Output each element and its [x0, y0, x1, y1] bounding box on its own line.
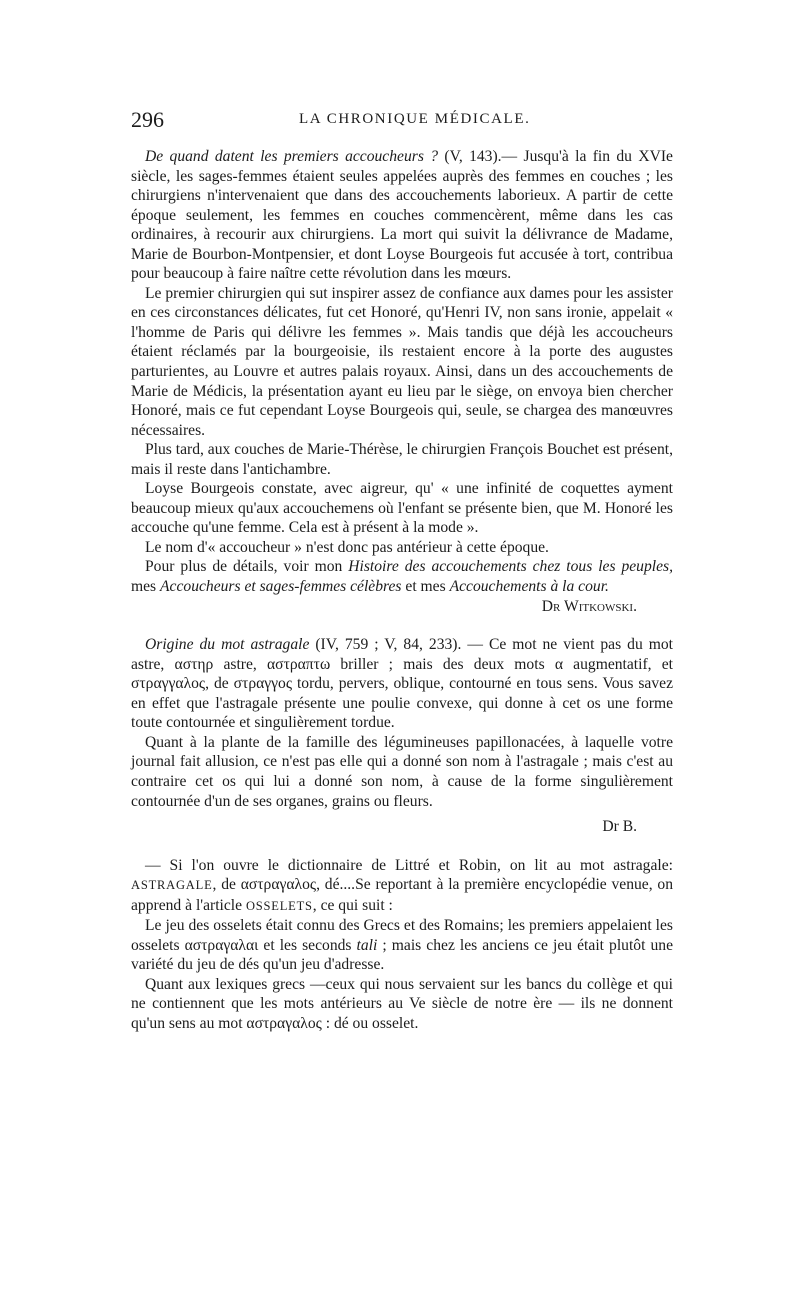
- paragraph: Le premier chirurgien qui sut inspirer assez de confiance aux dames pour les assister en ces circonstances délicates, fut cet Honoré, qu'Henri IV, non sans ironie, appelait « l'homme de Paris qui délivre les femmes ». Mais tandis que déjà les accoucheurs étaient réclamés par la bourgeoisie, ils restaient encore à la porte des augustes parturientes, au Louvre et autres palais royaux. Ainsi, dans un des accouchements de Marie de Médicis, la présentation ayant eu lieu par le siège, on envoya bien chercher Honoré, mais ce fut cependant Loyse Bourgeois qui, seule, se chargea des manœuvres nécessaires.: [131, 284, 673, 439]
- text-run: , ce qui suit :: [312, 896, 393, 914]
- paragraph-text: Jusqu'à la fin du XVIe siècle, les sages-femmes étaient seules appelées auprès des femmes en couches ; les chirurgiens n'intervenaient que dans des accouchements laborieux. A partir de cette époque seulement, les femmes en couches commencèrent, même dans les cas ordinaires, à recourir aux chirurgiens. La mort qui suivit la délivrance de Madame, Marie de Bourbon-Montpensier, et dont Loyse Bourgeois fut accusée à tort, contribua pour beaucoup à faire naître cette révolution dans les mœurs.: [131, 148, 673, 283]
- page-header: [131, 107, 673, 133]
- text-run: mes: [131, 578, 161, 596]
- signature-text: Dr Witkowski.: [541, 597, 637, 615]
- article-reference: (V, 143).—: [438, 148, 524, 165]
- book-title: Histoire des accouchements chez tous les peuples,: [348, 558, 673, 576]
- article-title: Origine du mot astragale: [145, 636, 310, 654]
- article-astragale-reply: [131, 856, 673, 917]
- paragraph: Le nom d'« accoucheur » n'est donc pas antérieur à cette époque.: [145, 538, 549, 556]
- text-run: Pour plus de détails, voir mon: [145, 558, 349, 576]
- book-title: Accouchements à la cour.: [449, 578, 609, 596]
- article-astragale: [131, 635, 673, 733]
- article-title: De quand datent les premiers accoucheurs ?: [145, 148, 439, 165]
- text-run: , de αστραγαλος, dé....Se reportant à la première encyclopédie venue, on apprend à l'article: [131, 876, 673, 914]
- text-run: et mes: [401, 578, 450, 596]
- page-number: 296: [131, 107, 164, 132]
- running-title: LA CHRONIQUE MÉDICALE.: [299, 111, 531, 127]
- article-entry: OSSELETS: [245, 898, 313, 913]
- paragraph: Plus tard, aux couches de Marie-Thérèse, le chirurgien François Bouchet est présent, mais il reste dans l'antichambre.: [131, 441, 673, 478]
- body-text: [131, 147, 673, 1034]
- paragraph: [131, 916, 673, 975]
- paragraph-references: [131, 557, 673, 596]
- paragraph-text: (IV, 759 ; V, 84, 233). — Ce mot ne vient pas du mot astre, αστηρ astre, αστραπτω briller ; mais des deux mots α augmentatif, et στραγγαλος, de στραγγος tordu, pervers, oblique, contourné en tous sens. Vous savez en effet que l'astragale présente une poulie convexe, qui donne à cet os une forme toute contournée et singulièrement tordue.: [131, 636, 673, 732]
- signature-dr-b: Dr B.: [602, 818, 637, 836]
- book-title: Accoucheurs et sages-femmes célèbres: [160, 578, 402, 596]
- text-run: — Si l'on ouvre le dictionnaire de Littré et Robin, on lit au mot astragale:: [145, 856, 673, 874]
- paragraph: Loyse Bourgeois constate, avec aigreur, qu' « une infinité de coquettes ayment beaucoup mieux qu'aux accouchemens où l'enfant se présente bien, que M. Honoré les accouche qu'une femme. Cela est à présent à la mode ».: [131, 480, 673, 537]
- latin-word: tali: [356, 936, 378, 954]
- article-accoucheurs-intro: [131, 147, 673, 284]
- paragraph: Quant aux lexiques grecs —ceux qui nous servaient sur les bancs du collège et qui ne contiennent que les mots antérieurs au Ve siècle de notre ère — ils ne donnent qu'un sens au mot αστραγαλος : dé ou osselet.: [131, 975, 673, 1032]
- signature-witkowski: [131, 597, 673, 617]
- paragraph: Quant à la plante de la famille des légumineuses papillonacées, à laquelle votre journal fait allusion, ce n'est pas elle qui a donné son nom à l'astragale ; mais c'est au contraire cet os qui lui a donné son nom, à cause de la forme singulièrement contournée d'un de ses organes, grains ou fleurs.: [131, 733, 673, 810]
- text-run: ; mais chez les anciens ce jeu était plutôt une variété du jeu de dés qu'un jeu d'adresse.: [131, 936, 674, 974]
- text-run: Le jeu des osselets était connu des Grecs et des Romains; les premiers appelaient les osselets αστραγαλαι et les seconds: [131, 917, 673, 954]
- dictionary-entry: ASTRAGALE: [131, 878, 213, 893]
